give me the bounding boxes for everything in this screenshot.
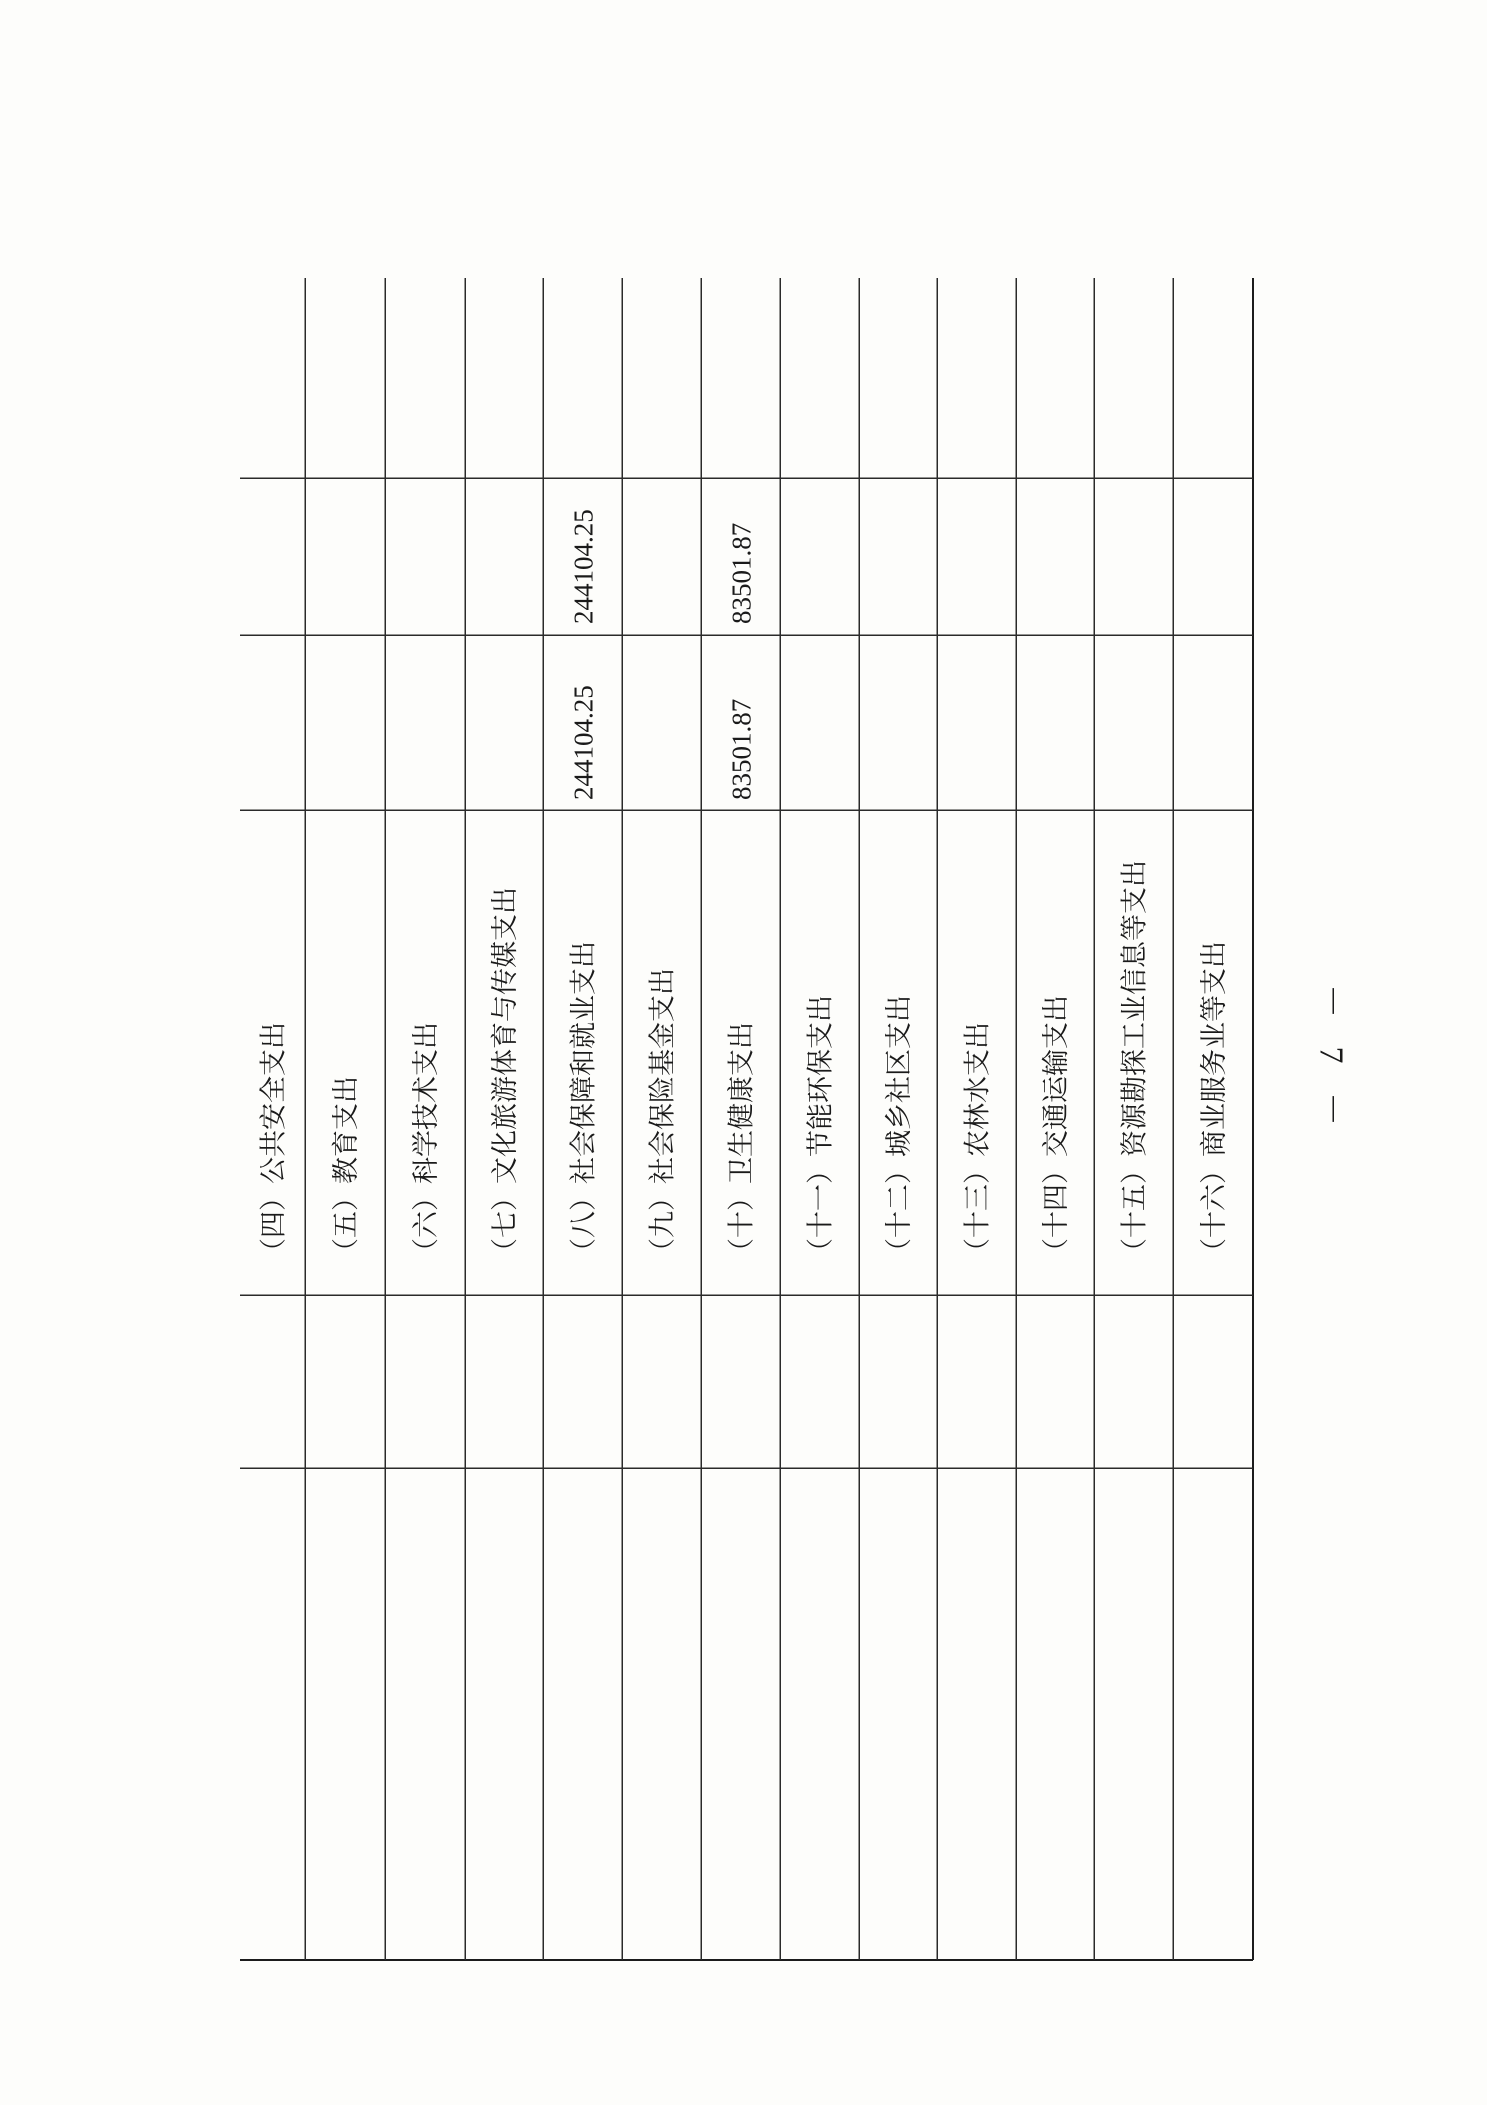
- row-label: （十四）交通运输支出: [1041, 995, 1072, 1265]
- row-label: （十五）资源勘探工业信息等支出: [1119, 860, 1151, 1265]
- row-label: （六）科学技术支出: [411, 1022, 442, 1265]
- row-label: （十）卫生健康支出: [726, 1022, 758, 1265]
- row-label: （十六）商业服务业等支出: [1199, 941, 1230, 1265]
- row-label: （四）公共安全支出: [258, 1022, 290, 1265]
- amount-cell: 244104.25: [568, 685, 599, 800]
- amount-cell: 83501.87: [726, 522, 757, 624]
- row-label: （九）社会保险基金支出: [647, 968, 679, 1265]
- page-number: － 7 －: [1312, 984, 1350, 1136]
- amount-cell: 244104.25: [568, 509, 599, 624]
- amount-cell: 83501.87: [726, 698, 757, 800]
- row-label: （五）教育支出: [331, 1076, 362, 1265]
- row-label: （十二）城乡社区支出: [884, 995, 915, 1265]
- table-cells: [259, 509, 1231, 1265]
- row-label: （八）社会保障和就业支出: [568, 941, 600, 1265]
- row-label: （十一）节能环保支出: [805, 995, 837, 1265]
- row-label: （十三）农林水支出: [962, 1022, 994, 1265]
- row-label: （七）文化旅游体育与传媒支出: [490, 887, 521, 1265]
